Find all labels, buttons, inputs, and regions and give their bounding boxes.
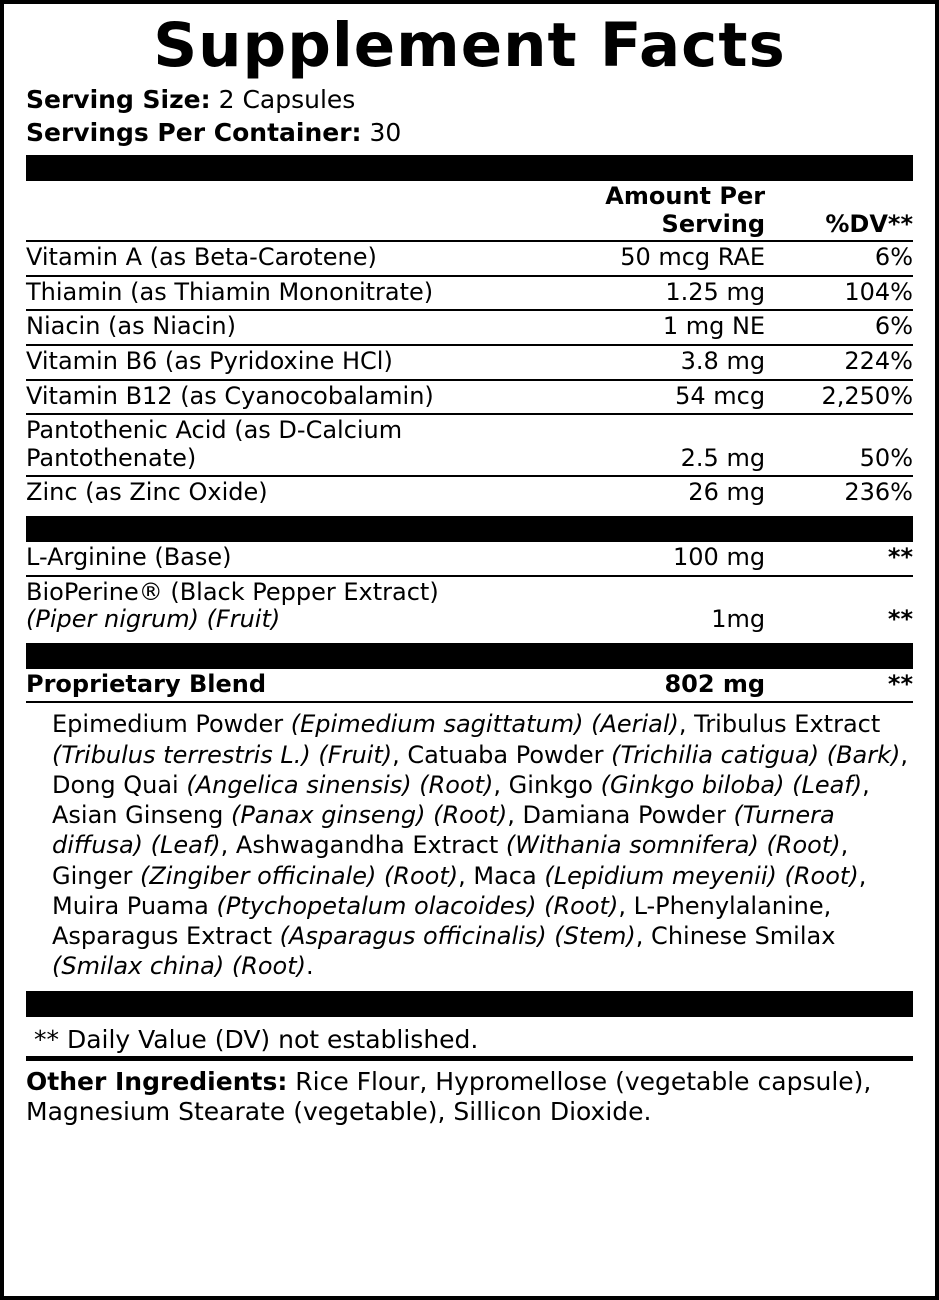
active-dv: ** [771,542,913,576]
table-row [26,380,913,415]
divider-bar-mid [26,516,913,542]
nutrient-name: Thiamin (as Thiamin Mononitrate) [26,276,523,311]
header-dv: %DV** [771,181,913,241]
table-row [26,414,913,476]
nutrient-amount: 50 mcg RAE [523,241,771,276]
servings-per-container-value: 30 [369,117,402,147]
table-row [26,476,913,510]
blend-table [26,669,913,704]
nutrient-name: Niacin (as Niacin) [26,310,523,345]
active-name-latin: (Piper nigrum) (Fruit) [26,605,281,634]
dv-footnote: ** Daily Value (DV) not established. [34,1025,479,1055]
divider-bar-footnote [26,991,913,1017]
serving-size-line [26,84,913,117]
nutrient-dv: 236% [844,478,913,507]
blend-ingredients: Epimedium Powder (Epimedium sagittatum) (Aerial), Tribulus Extract (Tribulus terrestris L.) (Fruit), Catuaba Powder (Trichilia catigua) (Bark), Dong Quai (Angelica sinensis) (Root), Ginkgo (Ginkgo biloba) (Leaf), Asian Ginseng (Panax ginseng) (Root), Damiana Powder (Turnera diffusa) (Leaf), Ashwagandha Extract (Withania somnifera) (Root), Ginger (Zingiber officinale) (Root), Maca (Lepidium meyenii) (Root), Muira Puama (Ptychopetalum olacoides) (Root), L-Phenylalanine, Asparagus Extract (Asparagus officinalis) (Stem), Chinese Smilax (Smilax china) (Root). [52,710,909,981]
active-amount: 100 mg [523,542,771,576]
nutrient-amount: 1.25 mg [523,276,771,311]
nutrient-amount: 1 mg NE [523,310,771,345]
nutrient-dv: 6% [771,310,913,345]
table-row [26,345,913,380]
nutrient-amount: 54 mcg [523,380,771,415]
nutrient-name: Pantothenic Acid (as D-Calcium Pantothenate) [26,414,523,476]
divider-bar-blend [26,643,913,669]
nutrient-dv: 104% [771,276,913,311]
blend-name: Proprietary Blend [26,669,523,703]
blend-amount: 802 mg [523,669,771,703]
nutrient-name: Vitamin B12 (as Cyanocobalamin) [26,380,523,415]
table-row [26,310,913,345]
nutrient-dv: 2,250% [771,380,913,415]
nutrient-amount: 26 mg [688,478,766,507]
nutrient-name: Vitamin B6 (as Pyridoxine HCl) [26,345,523,380]
nutrient-name: Zinc (as Zinc Oxide) [26,478,268,507]
table-row [26,241,913,276]
other-actives-table [26,542,913,637]
nutrient-table [26,181,913,510]
blend-row [26,669,913,703]
servings-per-container-label: Servings Per Container: [26,117,362,147]
table-row [26,576,913,637]
active-name: L-Arginine (Base) [26,542,523,576]
table-row [26,542,913,576]
servings-per-container-line [26,117,913,150]
header-amount: Amount Per Serving [523,181,771,241]
active-name [26,576,523,637]
table-row [26,276,913,311]
serving-size-label: Serving Size: [26,85,211,115]
active-amount: 1mg [711,605,766,634]
page-title: Supplement Facts [153,10,786,81]
nutrient-dv: 50% [771,414,913,476]
other-ingredients-label: Other Ingredients: [26,1067,288,1097]
other-ingredients-value: Rice Flour, Hypromellose (vegetable capsule), Magnesium Stearate (vegetable), Sillicon Dioxide. [26,1067,872,1127]
header-blank [26,181,523,241]
nutrient-dv: 6% [771,241,913,276]
active-dv: ** [887,605,913,634]
serving-size-value: 2 Capsules [218,85,356,115]
nutrient-dv: 224% [771,345,913,380]
nutrient-amount: 2.5 mg [523,414,771,476]
divider-bar-top [26,155,913,181]
blend-dv: ** [771,669,913,703]
active-name-main: BioPerine® (Black Pepper Extract) [26,577,439,606]
nutrient-amount: 3.8 mg [523,345,771,380]
other-ingredients [26,1061,913,1127]
nutrient-name: Vitamin A (as Beta-Carotene) [26,241,523,276]
table-header-row [26,181,913,241]
